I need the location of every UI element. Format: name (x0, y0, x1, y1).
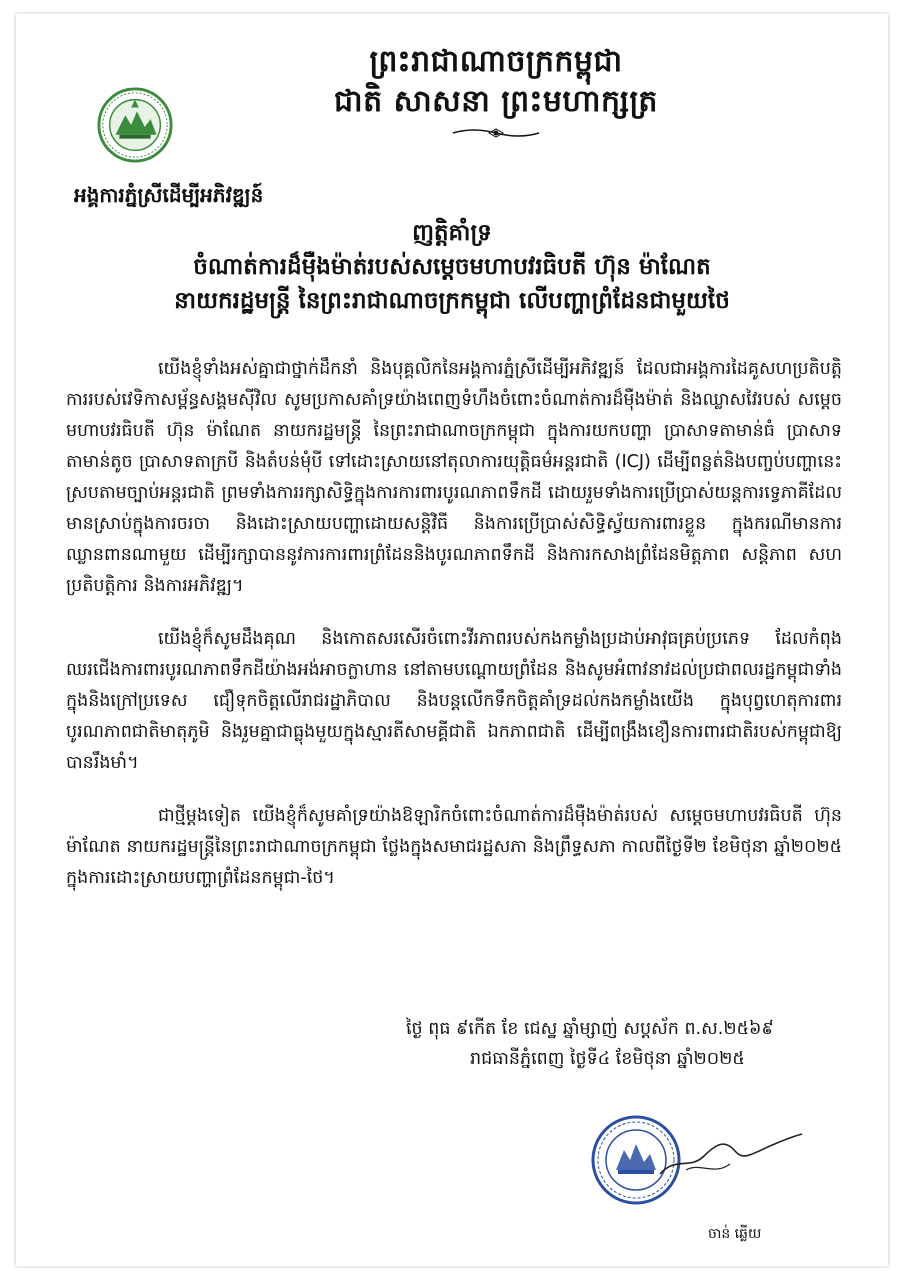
paragraph: ជាថ្មីម្តងទៀត យើងខ្ញុំក៏សូមគាំទ្រយ៉ាងឱឡារិកចំពោះចំណាត់ការដ៏ម៉ឺងម៉ាត់របស់ សម្តេចមហាបវរធិបតី ហ៊ុន ម៉ាណែត នាយករដ្ឋមន្ត្រីនៃព្រះរាជាណាចក្រកម្ពុជា ថ្លែងក្នុងសមាជរដ្ឋសភា និងព្រឹទ្ធសភា កាលពីថ្ងៃទី២ ខែមិថុនា ឆ្នាំ២០២៥ ក្នុងការដោះស្រាយបញ្ហាព្រំដែនកម្ពុជា-ថៃ។ (66, 806, 842, 888)
signatory-name: ចាន់ ឆ្លើយ (708, 1226, 762, 1242)
document-page (16, 14, 888, 1266)
document-title (56, 216, 848, 318)
divider-ornament-icon (451, 126, 541, 140)
national-header (316, 42, 676, 144)
title-line-2: ចំណាត់ការដ៏ម៉ឺងម៉ាត់របស់សម្តេចមហាបវរធិបតី ហ៊ុន ម៉ាណែត (193, 254, 711, 280)
place-and-date: រាជធានីភ្នំពេញ ថ្ងៃទី៤ ខែមិថុនា ឆ្នាំ២០២៥ (470, 1049, 745, 1069)
organization-logo-icon (96, 86, 174, 164)
title-line-1: ញត្តិគាំទ្រ (412, 220, 492, 246)
paragraph: យើងខ្ញុំក៏សូមដឹងគុណ និងកោតសរសើរចំពោះវីរភាពរបស់កងកម្លាំងប្រដាប់អាវុធគ្រប់ប្រភេទ ដែលកំពុងឈរជើងការពារបូរណភាពទឹកដីយ៉ាងអង់អាចក្លាហាន នៅតាមបណ្តោយព្រំដែន និងសូមអំពាវនាវដល់ប្រជាពលរដ្ឋកម្ពុជាទាំងក្នុងនិងក្រៅប្រទេស ជឿទុកចិត្តលើរាជរដ្ឋាភិបាល និងបន្តលើកទឹកចិត្តគាំទ្រដល់កងកម្លាំងយើង ក្នុងបុព្វហេតុការពារបូរណភាពជាតិមាតុភូមិ និងរួមគ្នាជាធ្លុងមួយក្នុងស្មារតីសាមគ្គីជាតិ ឯកភាពជាតិ ដើម្បីពង្រឹងខឿនការពារជាតិរបស់កម្ពុជាឱ្យបានរឹងមាំ។ (66, 629, 842, 773)
document-body (66, 354, 842, 916)
signature (656, 1126, 806, 1186)
organization-name: អង្គការភ្នំស្រីដើម្បីអភិវឌ្ឍន៍ (74, 183, 264, 207)
dateline (406, 1014, 846, 1074)
lunar-date: ថ្ងៃ ពុធ ៩កើត ខែ ជេស្ឋ ឆ្នាំម្សាញ់ សប្តស័ក ព.ស.២៥៦៩ (406, 1019, 774, 1039)
kingdom-title: ព្រះរាជាណាចក្រកម្ពុជា (369, 44, 623, 79)
title-line-3: នាយករដ្ឋមន្ត្រី នៃព្រះរាជាណាចក្រកម្ពុជា លើបញ្ហាព្រំដែនជាមួយថៃ (174, 288, 730, 314)
paragraph: យើងខ្ញុំទាំងអស់គ្នាជាថ្នាក់ដឹកនាំ និងបុគ្គលិកនៃអង្គការភ្នំស្រីដើម្បីអភិវឌ្ឍន៍ ដែលជាអង្គការដៃគូសហប្រតិបត្តិការរបស់វេទិកាសម្ព័ន្ធសង្គមស៊ីវិល សូមប្រកាសគាំទ្រយ៉ាងពេញទំហឹងចំពោះចំណាត់ការដ៏ម៉ឺងម៉ាត់ និងឈ្លាសវៃរបស់ សម្តេចមហាបវរធិបតី ហ៊ុន ម៉ាណែត នាយករដ្ឋមន្ត្រី នៃព្រះរាជាណាចក្រកម្ពុជា ក្នុងការយកបញ្ហា ប្រាសាទតាមាន់ធំ ប្រាសាទតាមាន់តូច ប្រាសាទតាក្របី និងតំបន់មុំបី ទៅដោះស្រាយនៅតុលាការយុត្តិធម៌អន្តរជាតិ (ICJ) ដើម្បីពន្លត់និងបញ្ចប់បញ្ហានេះស្របតាមច្បាប់អន្តរជាតិ ព្រមទាំងការរក្សាសិទ្ធិក្នុងការការពារបូរណភាពទឹកដី ដោយរួមទាំងការប្រើប្រាស់យន្តការទ្វេភាគីដែលមានស្រាប់ក្នុងការចរចា និងដោះស្រាយបញ្ហាដោយសន្តិវិធី និងការប្រើប្រាស់សិទ្ធិស្វ័យការពារខ្លួន ក្នុងករណីមានការឈ្លានពានណាមួយ ដើម្បីរក្សាបាននូវការការពារព្រំដែននិងបូរណភាពទឹកដី និងការកសាងព្រំដែនមិត្តភាព សន្តិភាព សហប្រតិបត្តិការ និងការអភិវឌ្ឍ។ (66, 359, 842, 596)
national-motto: ជាតិ សាសនា ព្រះមហាក្សត្រ (334, 84, 658, 119)
